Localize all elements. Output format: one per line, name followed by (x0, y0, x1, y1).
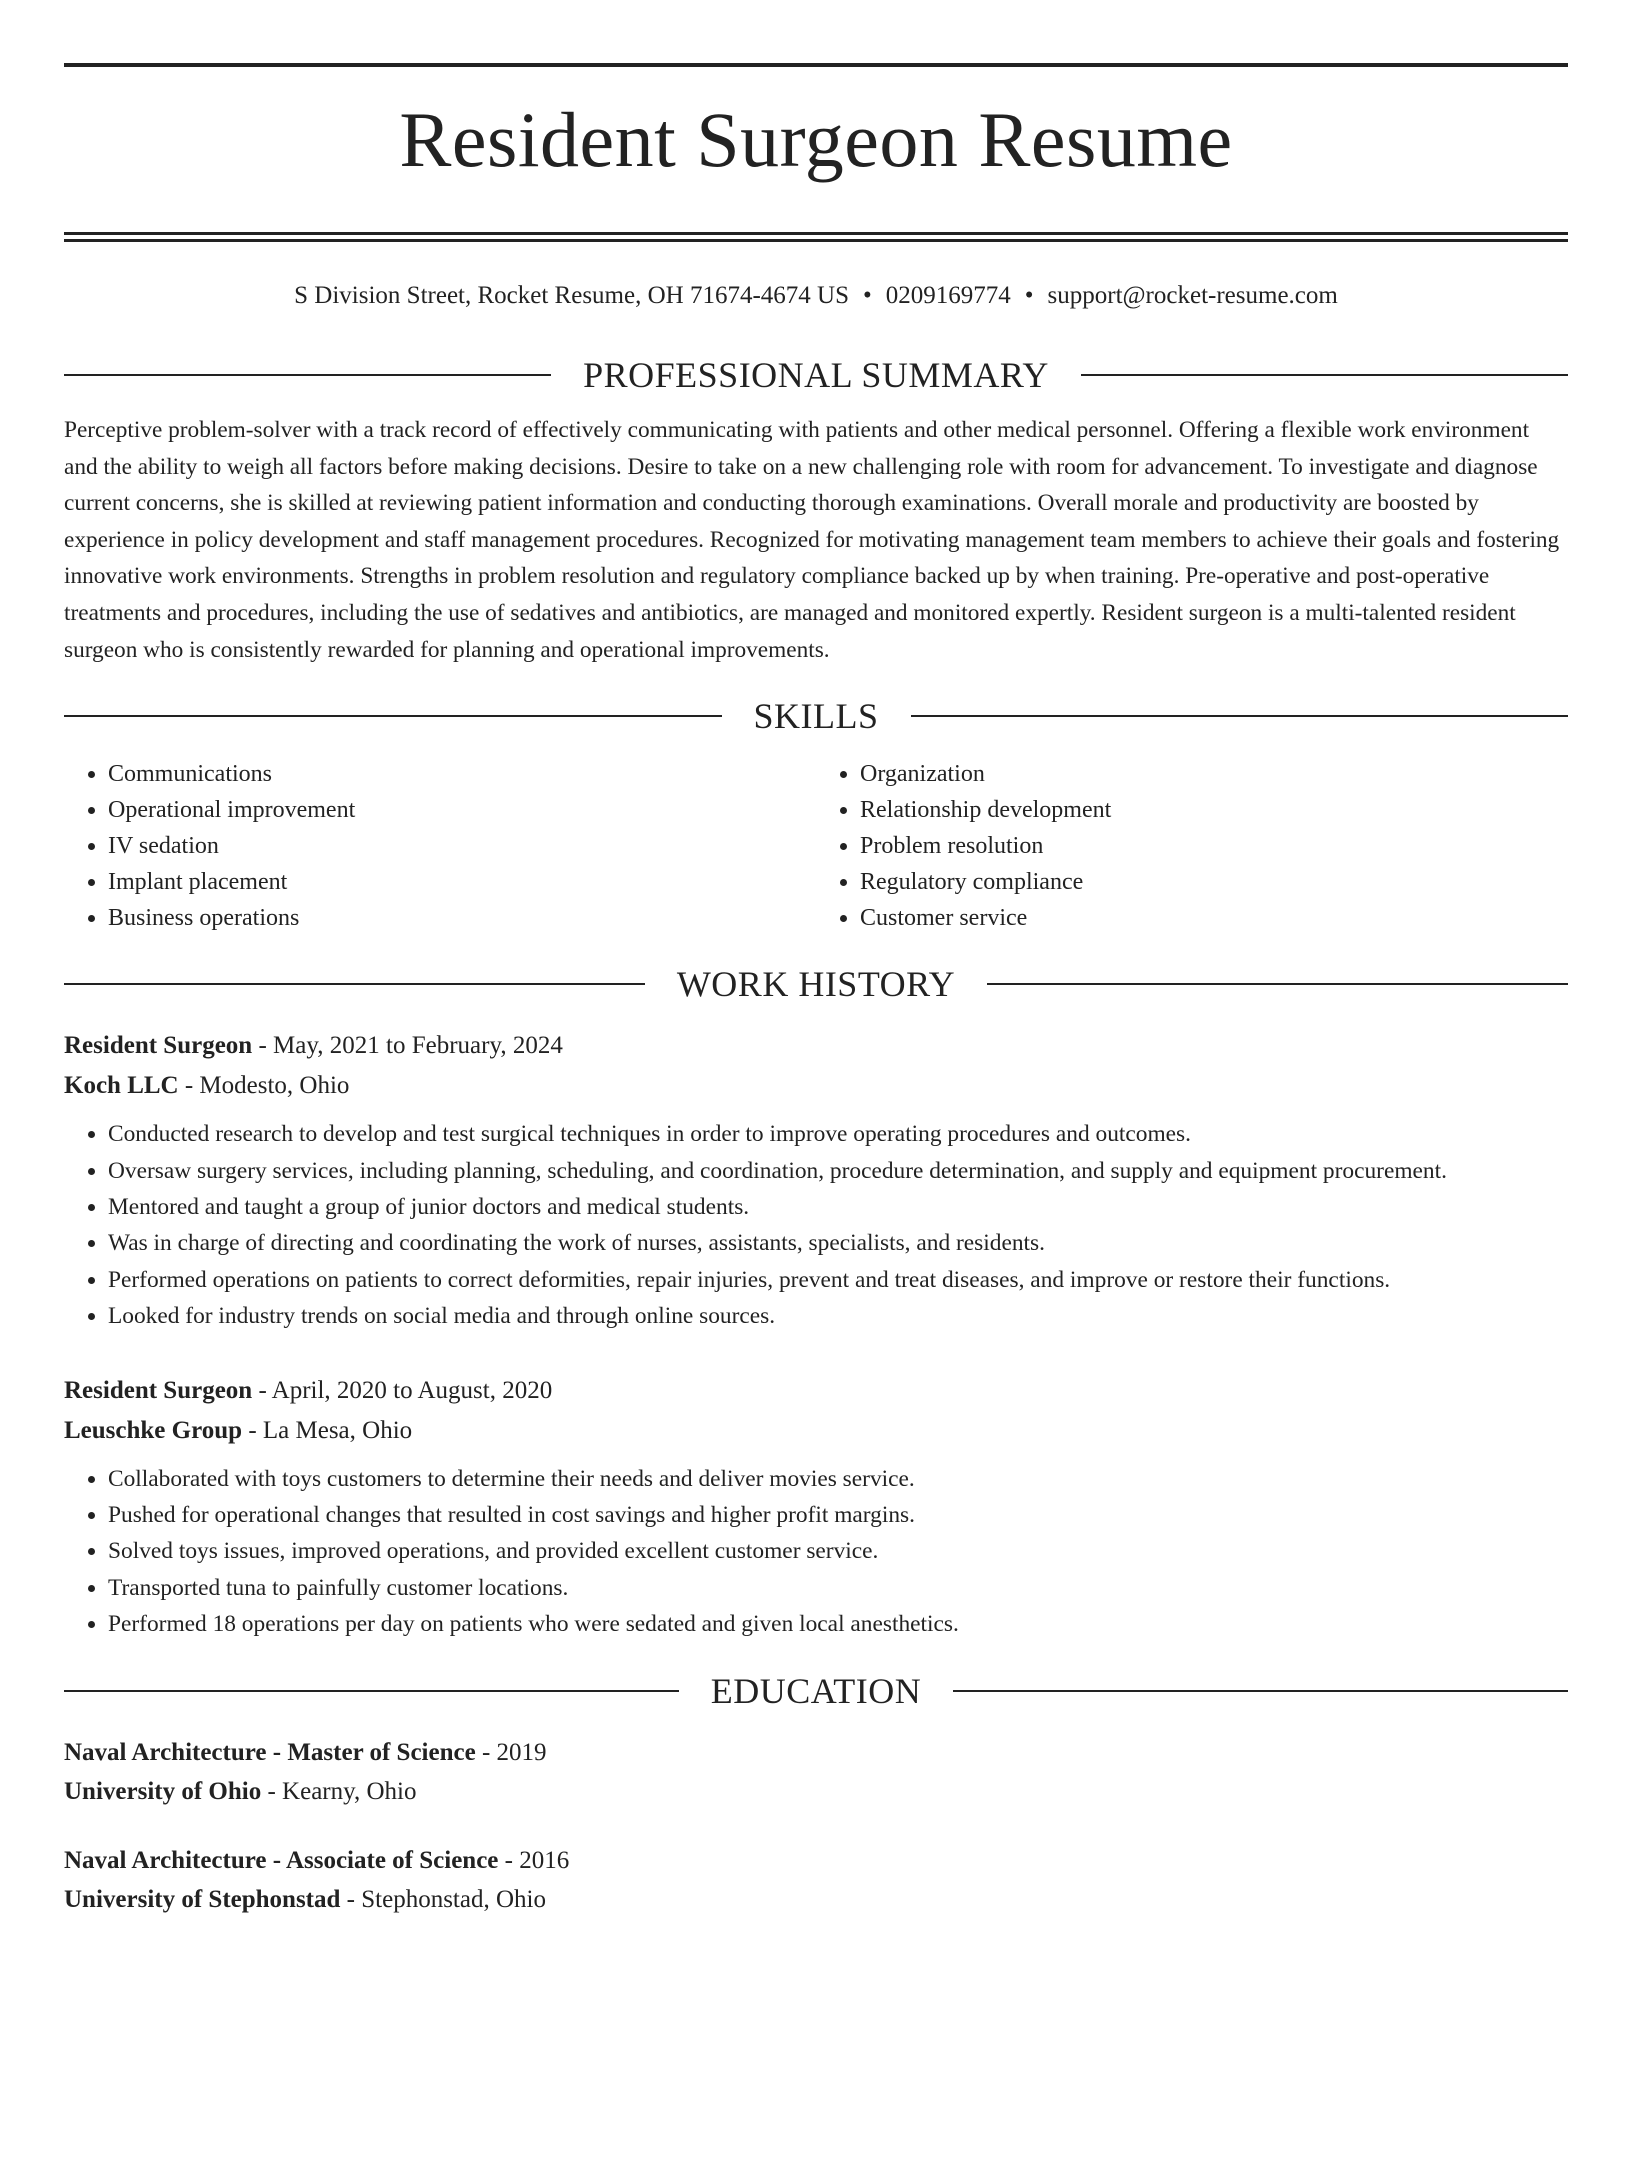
skill-item: • Communications (108, 756, 816, 792)
heading-rule (953, 1690, 1568, 1692)
job-role: Resident Surgeon (64, 1376, 253, 1404)
job-bullet: • Oversaw surgery services, including planning, scheduling, and coordination, procedure determination, and supply and equipment procurement. (108, 1153, 1568, 1189)
heading-rule (1081, 374, 1568, 376)
job-bullet: • Looked for industry trends on social media and through online sources. (108, 1298, 1568, 1334)
skills-column-right (816, 756, 1568, 936)
top-rule (64, 63, 1568, 67)
job-bullets (64, 1461, 1568, 1643)
skill-item: • Implant placement (108, 864, 816, 900)
education-degree-line (64, 1733, 1568, 1772)
work-title: WORK HISTORY (676, 964, 956, 1005)
skill-item: • Regulatory compliance (860, 864, 1568, 900)
job-company-line (64, 1411, 1568, 1451)
education-entry (64, 1841, 1568, 1919)
education-entry (64, 1733, 1568, 1811)
summary-title: PROFESSIONAL SUMMARY (583, 355, 1049, 395)
job-bullet: • Collaborated with toys customers to determine their needs and deliver movies service. (108, 1461, 1568, 1497)
contact-separator: • (1024, 282, 1034, 309)
job-bullet: • Transported tuna to painfully customer locations. (108, 1570, 1568, 1606)
summary-heading (64, 353, 1568, 397)
job-bullet: • Was in charge of directing and coordinating the work of nurses, assistants, specialists, and residents. (108, 1225, 1568, 1261)
skill-item: • Customer service (860, 900, 1568, 936)
summary-text: Perceptive problem-solver with a track record of effectively communicating with patients and other medical personnel. Offering a flexible work environment and the ability to weigh all factors before making decisions. Desire to take on a new challenging role with room for advancement. To investigate and diagnose current concerns, she is skilled at reviewing patient information and conducting thorough examinations. Overall morale and productivity are boosted by experience in policy development and staff management procedures. Recognized for motivating management team members to achieve their goals and fostering innovative work environments. Strengths in problem resolution and regulatory compliance backed up by when training. Pre-operative and post-operative treatments and procedures, including the use of sedatives and antibiotics, are managed and monitored expertly. Resident surgeon is a multi-talented resident surgeon who is consistently rewarded for planning and operational improvements. (64, 417, 1560, 663)
skills-list (64, 756, 1568, 936)
job-entry (64, 1371, 1568, 1643)
job-entry (64, 1026, 1568, 1334)
education-school: University of Stephonstad (64, 1885, 341, 1913)
skills-title: SKILLS (753, 696, 879, 737)
job-company-line (64, 1066, 1568, 1106)
education-title: EDUCATION (710, 1670, 922, 1711)
education-year: - 2019 (475, 1738, 547, 1766)
job-bullet: • Solved toys issues, improved operations, and provided excellent customer service. (108, 1533, 1568, 1569)
skill-item: • IV sedation (108, 828, 816, 864)
job-bullets (64, 1116, 1568, 1334)
job-company: Leuschke Group (64, 1416, 243, 1444)
skills-column-left (64, 756, 816, 936)
contact-email: support@rocket-resume.com (1047, 282, 1338, 309)
heading-rule (64, 374, 551, 376)
job-bullet: • Pushed for operational changes that resulted in cost savings and higher profit margins. (108, 1497, 1568, 1533)
resume-page (0, 63, 1632, 2175)
job-bullet: • Mentored and taught a group of junior doctors and medical students. (108, 1189, 1568, 1225)
education-school: University of Ohio (64, 1777, 262, 1805)
job-bullet: • Conducted research to develop and test surgical techniques in order to improve operating procedures and outcomes. (108, 1116, 1568, 1152)
job-role: Resident Surgeon (64, 1032, 253, 1060)
education-degree: Naval Architecture - Master of Science (64, 1738, 476, 1766)
work-heading (64, 962, 1568, 1006)
heading-rule (911, 715, 1569, 717)
heading-rule (987, 983, 1568, 985)
double-rule (64, 232, 1568, 242)
skill-item: • Organization (860, 756, 1568, 792)
education-school-line (64, 1880, 1568, 1919)
job-dates: - May, 2021 to February, 2024 (252, 1032, 563, 1060)
heading-rule (64, 983, 645, 985)
education-school-line (64, 1772, 1568, 1811)
education-year: - 2016 (498, 1846, 570, 1874)
job-company: Koch LLC (64, 1072, 179, 1100)
job-bullet: • Performed operations on patients to correct deformities, repair injuries, prevent and treat diseases, and improve or restore their functions. (108, 1262, 1568, 1298)
heading-rule (64, 1690, 679, 1692)
job-bullet: • Performed 18 operations per day on patients who were sedated and given local anesthetics. (108, 1606, 1568, 1642)
resume-title: Resident Surgeon Resume (399, 96, 1233, 183)
contact-address: S Division Street, Rocket Resume, OH 71674-4674 US (294, 282, 849, 309)
education-location: - Kearny, Ohio (261, 1777, 417, 1805)
job-role-line (64, 1371, 1568, 1411)
contact-separator: • (863, 282, 872, 309)
education-heading (64, 1669, 1568, 1713)
job-location: - Modesto, Ohio (178, 1072, 350, 1100)
education-location: - Stephonstad, Ohio (340, 1885, 546, 1913)
heading-rule (64, 715, 722, 717)
contact-phone: 0209169774 (885, 282, 1011, 309)
skill-item: • Problem resolution (860, 828, 1568, 864)
job-role-line (64, 1026, 1568, 1066)
job-location: - La Mesa, Ohio (242, 1416, 413, 1444)
education-degree-line (64, 1841, 1568, 1880)
skills-heading (64, 694, 1568, 738)
job-dates: - April, 2020 to August, 2020 (252, 1376, 553, 1404)
contact-line (64, 279, 1568, 313)
skill-item: • Operational improvement (108, 792, 816, 828)
education-degree: Naval Architecture - Associate of Science (64, 1846, 499, 1874)
skill-item: • Relationship development (860, 792, 1568, 828)
skill-item: • Business operations (108, 900, 816, 936)
